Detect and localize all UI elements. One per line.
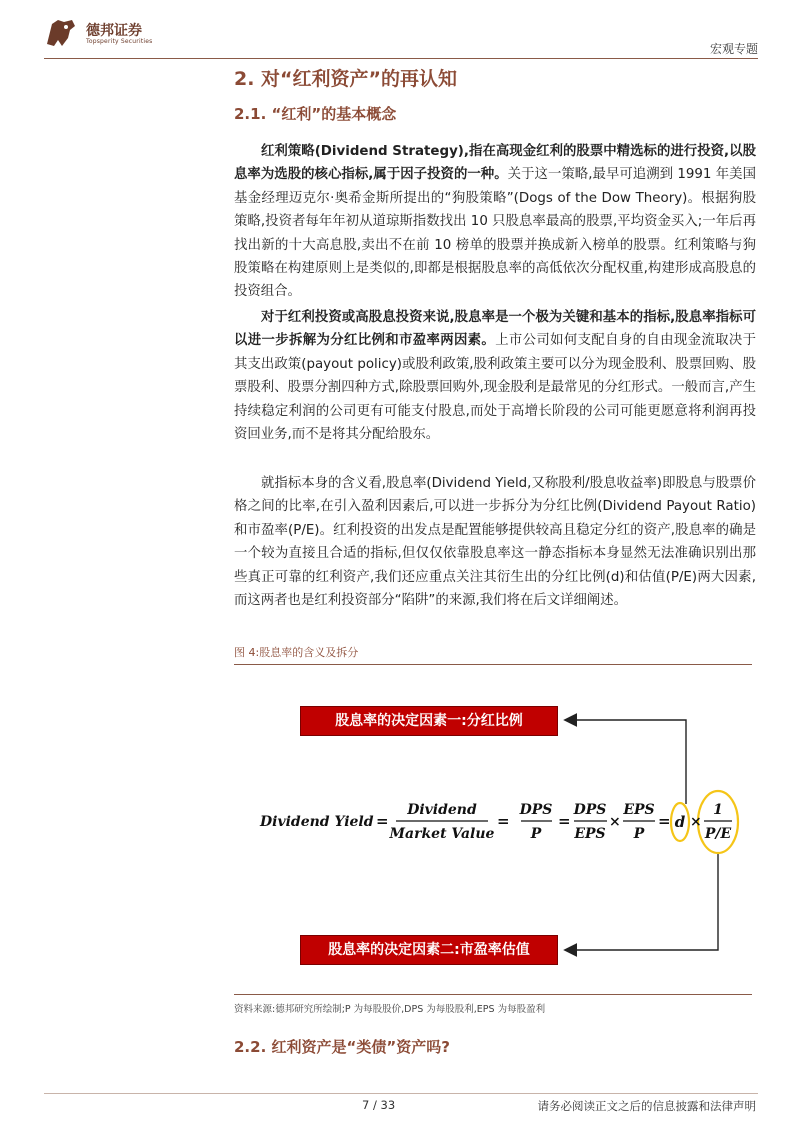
footer-divider bbox=[44, 1093, 758, 1094]
formula-f2-den: P bbox=[530, 826, 542, 842]
formula-eq-4: = bbox=[658, 812, 671, 830]
formula-f1-num: Dividend bbox=[407, 802, 477, 818]
formula-f5-num: 1 bbox=[713, 802, 723, 818]
highlight-pe-circle bbox=[698, 791, 738, 853]
page-header bbox=[44, 16, 758, 60]
formula-lhs: Dividend Yield bbox=[260, 814, 374, 830]
formula-eq-3: = bbox=[558, 812, 571, 830]
formula-times-1: × bbox=[609, 814, 621, 830]
formula-d: d bbox=[674, 813, 686, 831]
paragraph-dividend-strategy bbox=[234, 140, 756, 304]
formula-f2-num: DPS bbox=[519, 802, 553, 818]
paragraph-dividend-yield-key bbox=[234, 306, 756, 446]
formula-times-2: × bbox=[690, 814, 702, 830]
report-type-label: 宏观专题 bbox=[709, 42, 758, 56]
legal-disclaimer: 请务必阅读正文之后的信息披露和法律声明 bbox=[537, 1099, 756, 1113]
subsection-title-2-2: 2.2. 红利资产是“类债”资产吗? bbox=[234, 1038, 450, 1056]
formula-eq-1: = bbox=[376, 812, 389, 830]
arrow-to-factor-1 bbox=[566, 720, 686, 804]
arrow-to-factor-2 bbox=[566, 854, 718, 950]
figure-caption: 图 4:股息率的含义及拆分 bbox=[234, 646, 359, 659]
paragraph-2-bold: 对于红利投资或高股息投资来说,股息率是一个极为关键和基本的指标,股息率指标可以进一步拆解为分红比例和市盈率两因素。 bbox=[234, 310, 756, 349]
paragraph-indicator-meaning: 就指标本身的含义看,股息率(Dividend Yield,又称股利/股息收益率)即股息与股票价格之间的比率,在引入盈利因素后,可以进一步拆分为分红比例(Dividend Payout Ratio)和市盈率(P/E)。红利投资的出发点是配置能够提供较高且稳定分红的资产,股息率的确是一个较为直接且合适的指标,但仅仅依靠股息率这一静态指标本身显然无法准确识别出那些真正可靠的红利资产,我们还应重点关注其衍生出的分红比例(d)和估值(P/E)两大因素,而这两者也是红利投资部分“陷阱”的来源,我们将在后文详细阐述。 bbox=[234, 476, 756, 609]
figure-bottom-rule bbox=[234, 994, 752, 995]
paragraph-2-text: 上市公司如何支配自身的自由现金流取决于其支出政策(payout policy)或股利政策,股利政策主要可以分为现金股利、股票回购、股票股利、股票分割四种方式,除股票回购外,现金股利是最常见的分红形式。一般而言,产生持续稳定利润的公司更有可能支付股息,而处于高增长阶段的公司可能更愿意将利润再投资回业务,而不是将其分配给股东。 bbox=[234, 333, 757, 443]
figure-source-note: 资料来源:德邦研究所绘制;P 为每股股价,DPS 为每股股利,EPS 为每股盈利 bbox=[234, 1004, 546, 1015]
formula-f1-den: Market Value bbox=[389, 826, 495, 842]
factor-1-box: 股息率的决定因素一:分红比例 bbox=[300, 706, 558, 736]
header-divider bbox=[44, 58, 758, 59]
formula-f3-den: EPS bbox=[574, 826, 606, 842]
bull-logo-icon bbox=[44, 16, 78, 50]
logo-text-cn: 德邦证券 bbox=[86, 23, 142, 39]
formula-eq-2: = bbox=[497, 812, 510, 830]
factor-2-box: 股息率的决定因素二:市盈率估值 bbox=[300, 935, 558, 965]
section-title: 2. 对“红利资产”的再认知 bbox=[234, 68, 458, 90]
subsection-title-2-1: 2.1. “红利”的基本概念 bbox=[234, 105, 397, 123]
formula-f3-num: DPS bbox=[573, 802, 607, 818]
paragraph-1-bold: 红利策略(Dividend Strategy),指在高现金红利的股票中精选标的进行投资,以股息率为选股的核心指标,属于因子投资的一种。 bbox=[234, 144, 756, 183]
paragraph-1-text: 关于这一策略,最早可追溯到 1991 年美国基金经理迈克尔·奥希金斯所提出的“狗股策略”(Dogs of the Dow Theory)。根据狗股策略,投资者每年年初从道琼斯指数找出 10 只股息率最高的股票,平均资金买入;一年后再找出新的十大高息股,卖出不在前 10 榜单的股票并换成新入榜单的股票。红利策略与狗股策略在构建原则上是类似的,即都是根据股息率的高低依次分配权重,构建形成高股息的投资组合。 bbox=[234, 167, 756, 300]
page-number: 7 / 33 bbox=[362, 1098, 396, 1112]
formula-f5-den: P/E bbox=[704, 826, 732, 842]
formula-f4-den: P bbox=[633, 826, 645, 842]
logo-text-en: Topsperity Securities bbox=[86, 38, 153, 45]
formula-f4-num: EPS bbox=[623, 802, 655, 818]
